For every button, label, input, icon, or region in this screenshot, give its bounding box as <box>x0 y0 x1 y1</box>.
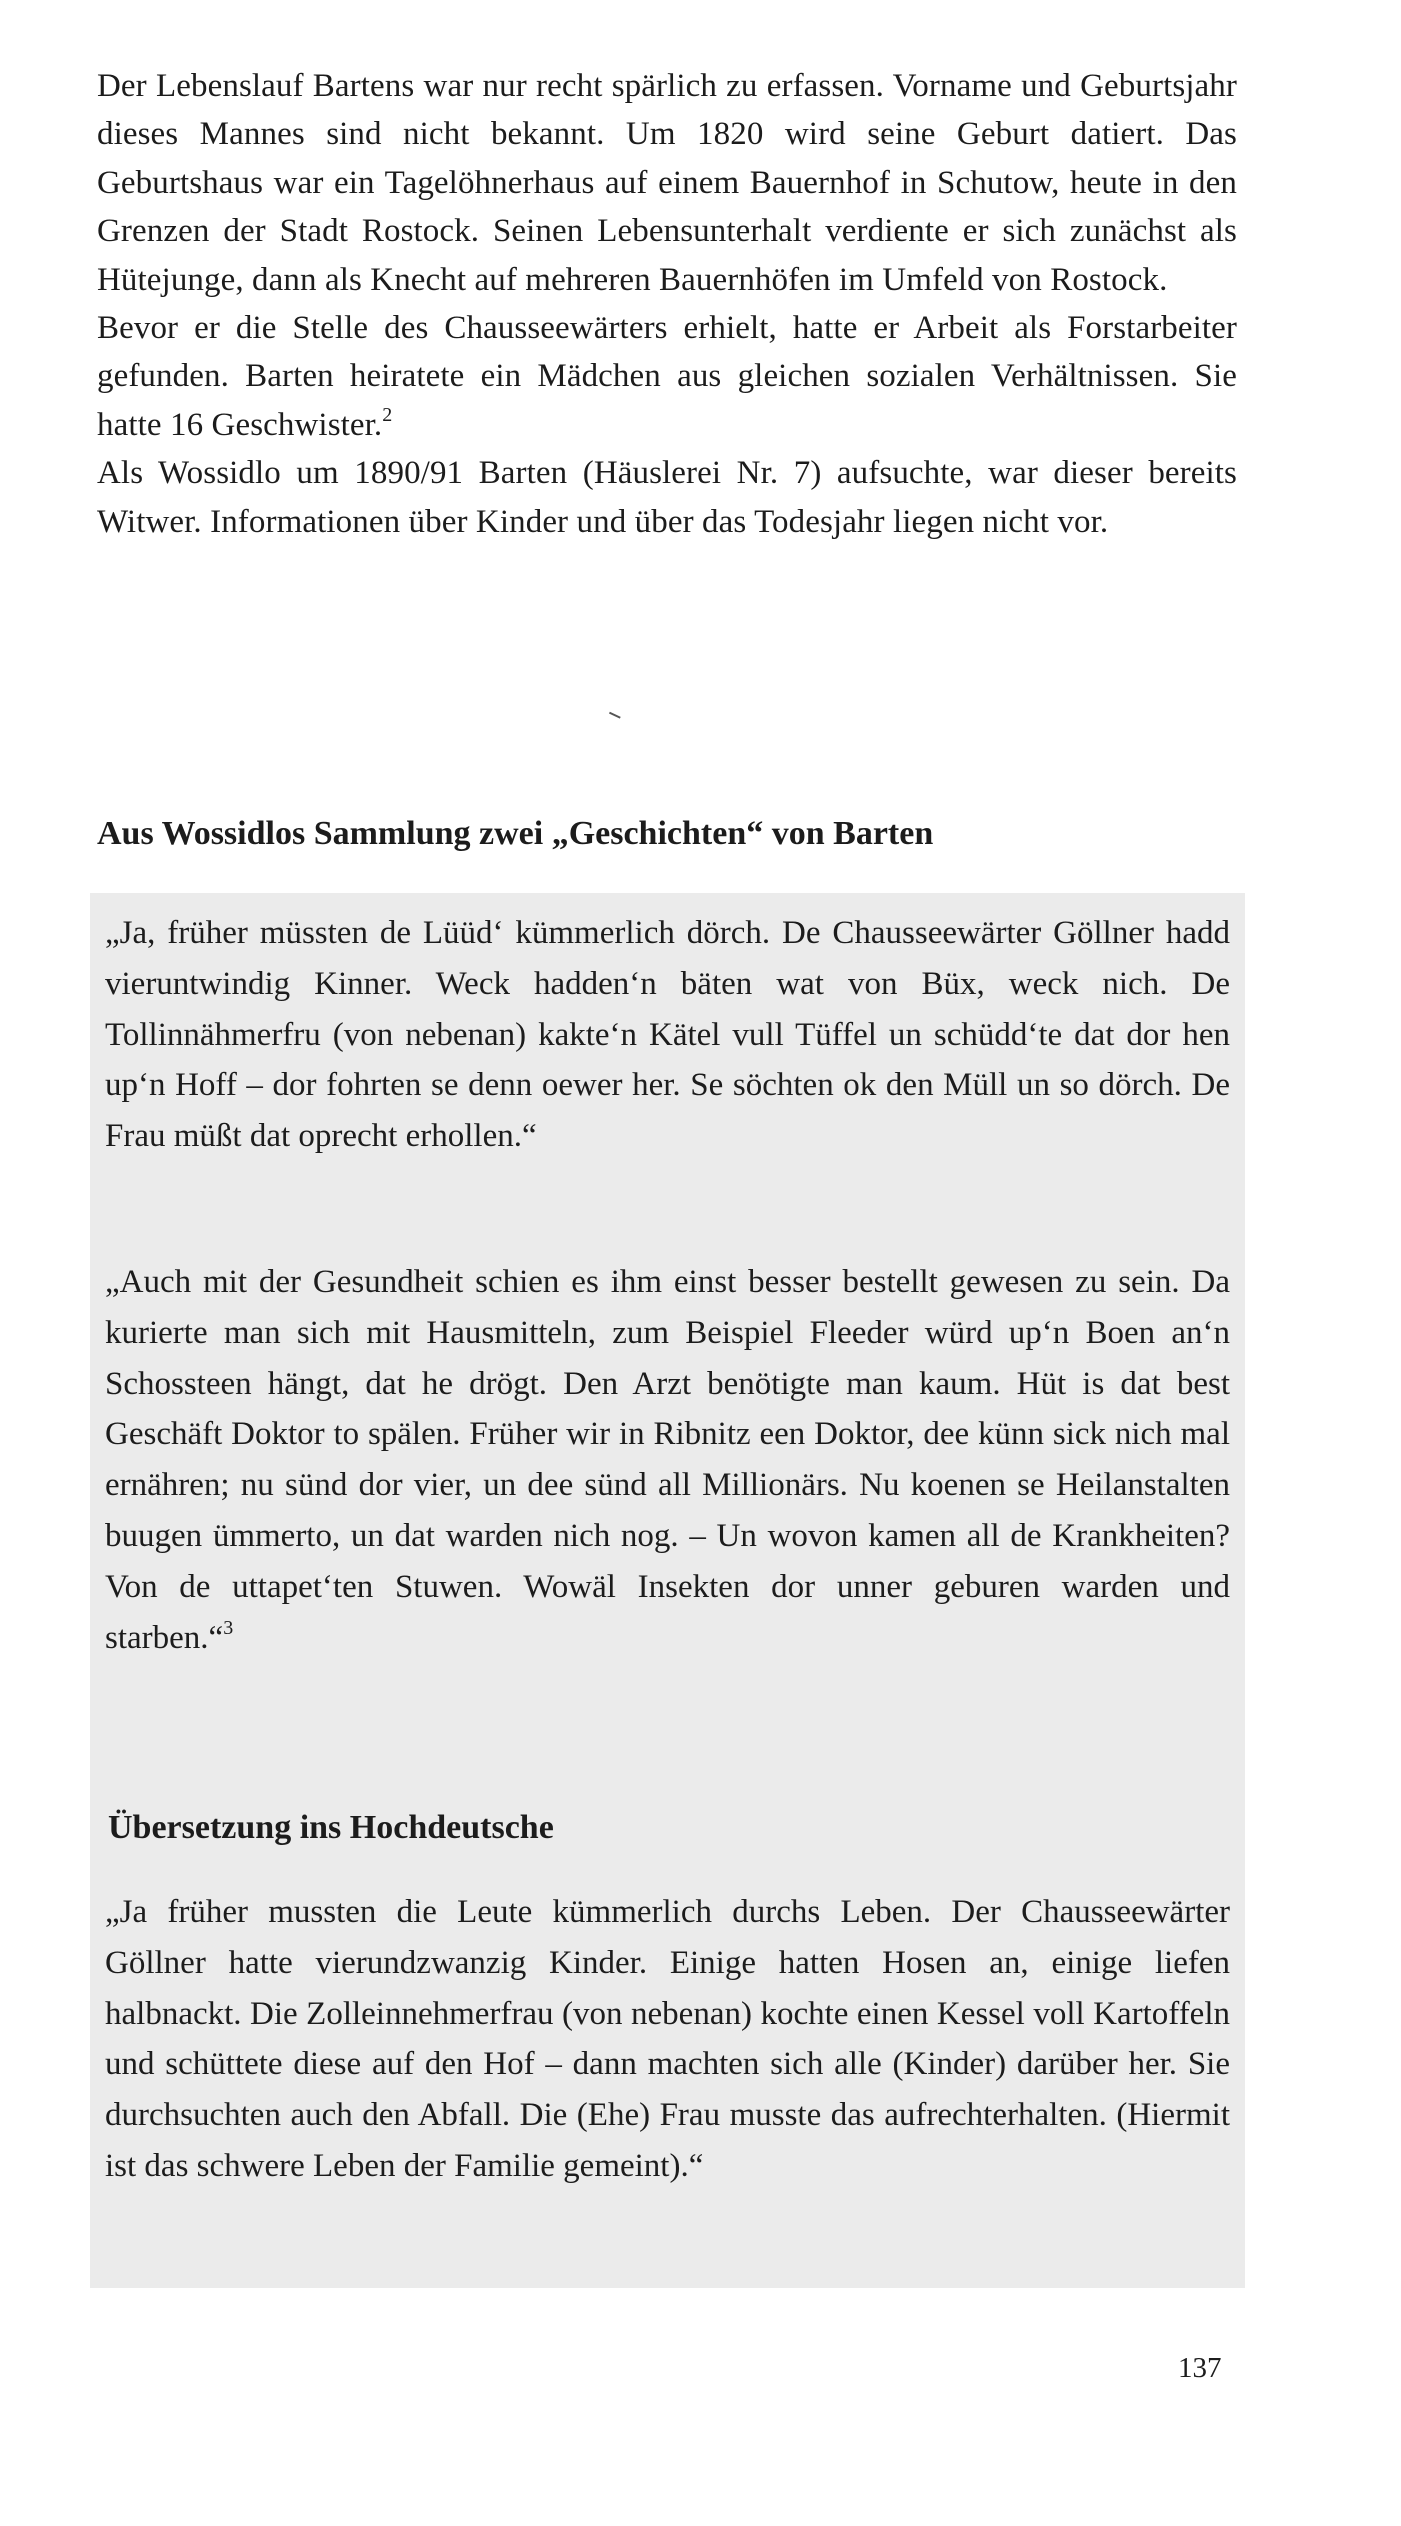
biography-paragraph-2 <box>97 304 1237 449</box>
biography-paragraph-1-text: Der Lebenslauf Bartens war nur recht spärlich zu erfassen. Vorname und Geburtsjahr dieses Mannes sind nicht bekannt. Um 1820 wird seine Geburt datiert. Das Geburtshaus war ein Tagelöhnerhaus auf einem Bauernhof in Schutow, heute in den Grenzen der Stadt Rostock. Seinen Lebensunterhalt verdiente er sich zunächst als Hütejunge, dann als Knecht auf mehreren Bauernhöfen im Umfeld von Rostock. <box>97 68 1237 298</box>
page-number: 137 <box>1178 2352 1222 2384</box>
biography-paragraph-1 <box>97 62 1237 304</box>
biography-paragraph-2-text: Bevor er die Stelle des Chausseewärters erhielt, hatte er Arbeit als Forstarbeiter gefunden. Barten heiratete ein Mädchen aus gleichen sozialen Verhältnissen. Sie hatte 16 Geschwister. <box>97 310 1237 443</box>
footnote-marker: 2 <box>382 403 393 426</box>
quote-1-text: „Ja, früher müssten de Lüüd‘ kümmerlich dörch. De Chausseewärter Göllner hadd vieruntwindig Kinner. Weck hadden‘n bäten wat von Büx, weck nich. De Tollinnähmerfru (von nebenan) kakte‘n Kätel vull Tüffel un schüdd‘te dat dor hen up‘n Hoff – dor fohrten se denn oewer her. Se söchten ok den Müll un so dörch. De Frau müßt dat oprecht erhollen.“ <box>105 915 1230 1155</box>
biography-section <box>97 62 1237 546</box>
translation-text: „Ja früher mussten die Leute kümmerlich durchs Leben. Der Chausseewärter Göllner hatte vierundzwanzig Kinder. Einige hatten Hosen an, einige liefen halbnackt. Die Zolleinnehmerfrau (von nebenan) kochte einen Kessel voll Kartoffeln und schüttete diese auf den Hof – dann machten sich alle (Kinder) darüber her. Sie durchsuchten auch den Abfall. Die (Ehe) Frau musste das aufrechterhalten. (Hiermit ist das schwere Leben der Familie gemeint).“ <box>105 1894 1230 2184</box>
quote-2-paragraph <box>105 1257 1230 1663</box>
biography-paragraph-3-text: Als Wossidlo um 1890/91 Barten (Häuslerei Nr. 7) aufsuchte, war dieser bereits Witwer. Informationen über Kinder und über das Todesjahr liegen nicht vor. <box>97 455 1237 540</box>
footnote-marker: 3 <box>223 1616 234 1639</box>
low-german-quote-2 <box>105 1257 1230 1663</box>
low-german-quote-1 <box>105 908 1230 1162</box>
high-german-translation <box>105 1887 1230 2192</box>
section-heading: Aus Wossidlos Sammlung zwei „Geschichten“ von Barten <box>97 815 934 852</box>
translation-heading: Übersetzung ins Hochdeutsche <box>108 1809 554 1846</box>
stray-pen-mark <box>607 712 620 723</box>
quote-2-text: „Auch mit der Gesundheit schien es ihm einst besser bestellt gewesen zu sein. Da kurierte man sich mit Hausmitteln, zum Beispiel Fleeder würd up‘n Boen an‘n Schossteen hängt, dat he drögt. Den Arzt benötigte man kaum. Hüt is dat best Geschäft Doktor to spälen. Früher wir in Ribnitz een Doktor, dee künn sick nich mal ernähren; nu sünd dor vier, un dee sünd all Millionärs. Nu koenen se Heilanstalten buugen ümmerto, un dat warden nich nog. – Un wovon kamen all de Krankheiten? Von de uttapet‘ten Stuwen. Wowäl Insekten dor unner geburen warden und starben.“ <box>105 1264 1230 1656</box>
biography-paragraph-3 <box>97 449 1237 546</box>
